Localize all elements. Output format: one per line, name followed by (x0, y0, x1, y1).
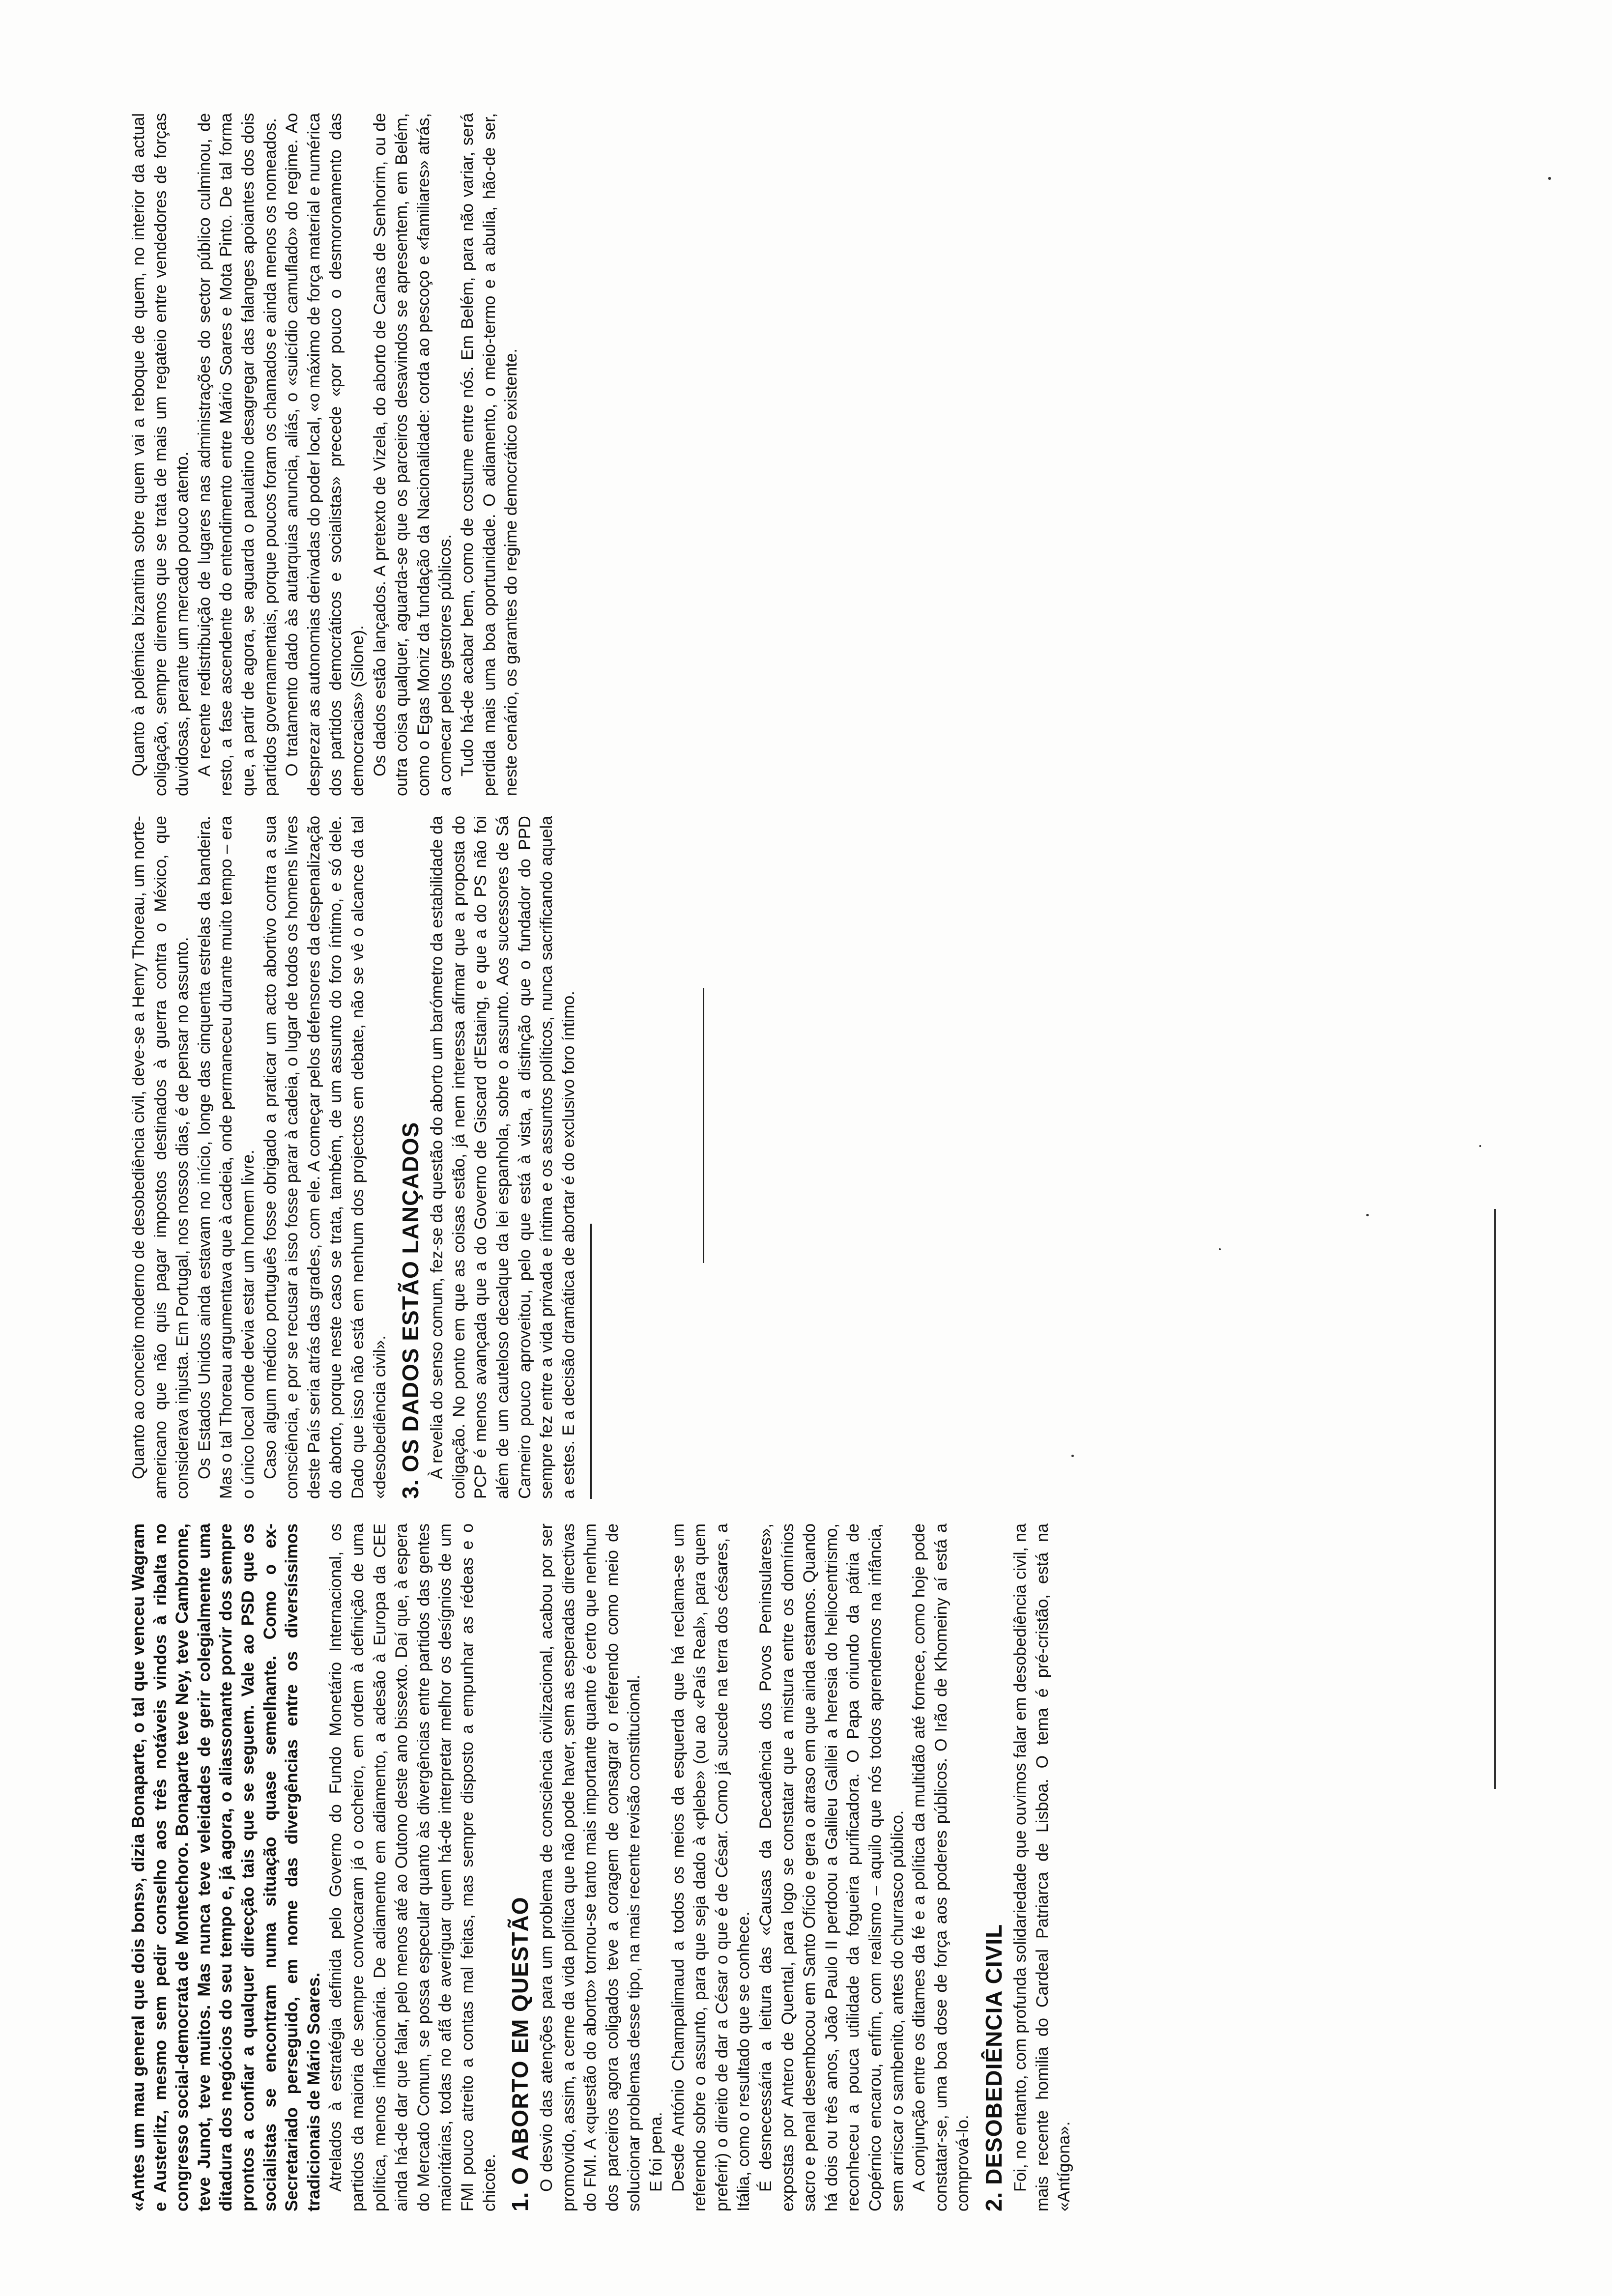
paragraph-aborto-4: É desnecessária a leitura das «Causas da Decadência dos Povos Peninsulares», expostas por Antero de Quental, para logo se constatar que a mistura entre os domínios sacro e penal desembocou em Santo Ofício e gera o atraso em que ainda estamos. Quando há dois ou três anos, João Paulo II perdoou a Galileu Galilei a heresia do heliocentrismo, reconheceu a pouca utilidade da fogueira purificadora. O Papa oriundo da pátria de Copérnico encarou, enfim, com realismo – aquilo que nós todos aprendemos na infância, sem arriscar o sambenito, antes do churrasco público. (756, 1523, 907, 2211)
section-heading-2: 2. DESOBEDIÊNCIA CIVIL (980, 1923, 1007, 2211)
section-heading-3: 3. OS DADOS ESTÃO LANÇADOS (398, 1121, 424, 1499)
scan-speck (1071, 1455, 1074, 1457)
paragraph-desobediencia-3: Os Estados Unidos ainda estavam no início, longe das cinquenta estrelas da bandeira. Mas o tal Thoreau argumentava que à cadeia, onde permaneceu durante muito tempo – era o único local onde devia estar um homem livre. (195, 816, 258, 1499)
paragraph-aborto-2: E foi pena. (647, 2112, 666, 2192)
divider-rule (590, 1224, 592, 1499)
paragraph-dados-2: Quanto à polémica bizantina sobre quem vai a reboque de quem, no interior da actual coligação, sempre diremos que se trata de mais um regateio entre vendedores de forças duvidosas, perante um mercado pouco atento. (129, 113, 192, 796)
paragraph-dados-3: A recente redistribuição de lugares nas administrações do sector público culminou, de resto, a fase ascendente do entendimento entre Mário Soares e Mota Pinto. De tal forma que, a partir de agora, se aguarda o paulatino desagregar das falanges apoiantes dos dois partidos governamentais, porque poucos foram os chamados e ainda menos os nomeados. (195, 113, 280, 796)
paragraph-desobediencia-1: Foi, no entanto, com profunda solidariedade que ouvimos falar em desobediência civil, na mais recente homilia do Cardeal Patriarca de Lisboa. O tema é pré-cristão, está na «Antígona». (1010, 1523, 1074, 2211)
scan-speck (1479, 1145, 1481, 1147)
scan-speck (1219, 1248, 1221, 1250)
scan-speck (1366, 1214, 1369, 1216)
end-rule (703, 988, 704, 1263)
lead-paragraph: «Antes um mau general que dois bons», dizia Bonaparte, o tal que venceu Wagram e Austerlitz, mesmo sem pedir conselho aos três notáveis vindos à ribalta no congresso social-democrata de Montechoro. Bonaparte teve Ney, teve Cambronne, teve Junot, teve muitos. Mas nunca teve veleidades de gerir colegialmente uma ditadura dos negócios do seu tempo e, já agora, o aliassonante porvir dos sempre prontos a confiar a qualquer direcção tais que se seguem. Vale ao PSD que os socialistas se encontram numa situação quase semelhante. Como o ex-Secretariado perseguido, em nome das divergências entre os diversíssimos tradicionais de Mário Soares. (129, 1523, 323, 2211)
paragraph-aborto-5: A conjunção entre os ditames da fé e a política da multidão até fornece, como hoje pode constatar-se, uma boa dose de força aos poderes públicos. O Irão de Khomeiny aí está a comprová-lo. (910, 1523, 973, 2211)
paragraph-fmi: Atrelados à estratégia definida pelo Governo do Fundo Monetário Internacional, os partidos da maioria de sempre convocaram já o cocheiro, em ordem à definição de uma política, menos inflaccionária. De adiamento em adiamento, a adesão à Europa da CEE ainda há-de dar que falar, pelo menos até ao Outono deste ano bissexto. Daí que, à espera do Mercado Comum, se possa especular quanto às divergências entre partidos das gentes maioritárias, todas no afã de averiguar quem há-de interpretar melhor os desígnios de um FMI pouco atreito a contas mal feitas, mas sempre disposto a empunhar as rédeas e o chicote. (326, 1523, 499, 2211)
paragraph-aborto-3: Desde António Champalimaud a todos os meios da esquerda que há reclama-se um referendo sobre o assunto, para que seja dado à «plebe» (ou ao «País Real», para quem preferir) o direito de dar a César o que é de César. Como já sucede na terra dos césares, a Itália, como o resultado que se conhece. (668, 1523, 753, 2211)
paragraph-dados-6: Tudo há-de acabar bem, como de costume entre nós. Em Belém, para não variar, será perdida mais uma boa oportunidade. O adiamento, o meio-termo e a abulia, hão-de ser, neste cenário, os garantes do regime democrático existente. (458, 113, 521, 796)
section-heading-1: 1. O ABORTO EM QUESTÃO (507, 1896, 533, 2211)
paragraph-dados-5: Os dados estão lançados. A pretexto de Vizela, do aborto de Canas de Senhorim, ou de outra coisa qualquer, aguarda-se que os parceiros desavindos se apresentem, em Belém, como o Egas Moniz da fundação da Nacionalidade: corda ao pescoço e «familiares» atrás, a comecar pelos gestores públicos. (370, 113, 455, 796)
article-column-3 (128, 113, 649, 796)
paragraph-desobediencia-4: Caso algum médico português fosse obrigado a praticar um acto abortivo contra a sua consciência, e por se recusar a isso fosse parar à cadeia, o lugar de todos os homens livres deste País seria atrás das grades, com ele. A começar pelos defensores da despenalização do aborto, porque neste caso se trata, também, de um assunto do foro íntimo, e só dele. Dado que isso não está em nenhum dos projectos em debate, não se vê o alcance da tal «desobediência civil». (260, 816, 389, 1499)
article-column-2 (128, 816, 973, 1499)
paragraph-desobediencia-2: Quanto ao conceito moderno de desobediência civil, deve-se a Henry Thoreau, um norte-americano que não quis pagar impostos destinados à guerra contra o México, que considerava injusta. Em Portugal, nos nossos dias, é de pensar no assunto. (129, 816, 192, 1499)
paragraph-dados-4: O tratamento dado às autarquias anuncia, aliás, o «suicídio camuflado» do regime. Ao desprezar as autonomias derivadas do poder local, «o máximo de força material e numérica dos partidos democráticos e socialistas» precede «por pouco o desmoronamento das democracias» (Silone). (283, 113, 367, 796)
paragraph-aborto-1: O desvio das atenções para um problema de consciência civilizacional, acabou por ser promovido, assim, a cerne da vida política que não pode haver, sem as esperadas directivas do FMI. A «questão do aborto» tornou-se tanto mais importante quanto é certo que nenhum dos parceiros agora coligados teve a coragem de consagrar o referendo como meio de solucionar problemas desse tipo, na mais recente revisão constitucional. (537, 1523, 644, 2211)
article-column-1 (128, 1523, 1484, 2211)
paragraph-dados-1: À revelia do senso comum, fez-se da questão do aborto um barómetro da estabilidade da coligação. No ponto em que as coisas estão, já nem interessa afirmar que a proposta do PCP é menos avançada que a do Governo de Giscard d'Estaing, e que a do PS não foi além de um cauteloso decalque da lei espanhola, sobre o assunto. Aos sucessores de Sá Carneiro pouco aproveitou, pelo que está à vista, a distinção que o fundador do PPD sempre fez entre a vida privada e íntima e os assuntos políticos, nunca sacrificando aquela a estes. E a decisão dramática de abortar é do exclusivo foro íntimo. (428, 816, 578, 1499)
rotated-article (128, 98, 1543, 2211)
scan-artifact-streak (1494, 1209, 1496, 1789)
scan-speck (1548, 177, 1551, 180)
